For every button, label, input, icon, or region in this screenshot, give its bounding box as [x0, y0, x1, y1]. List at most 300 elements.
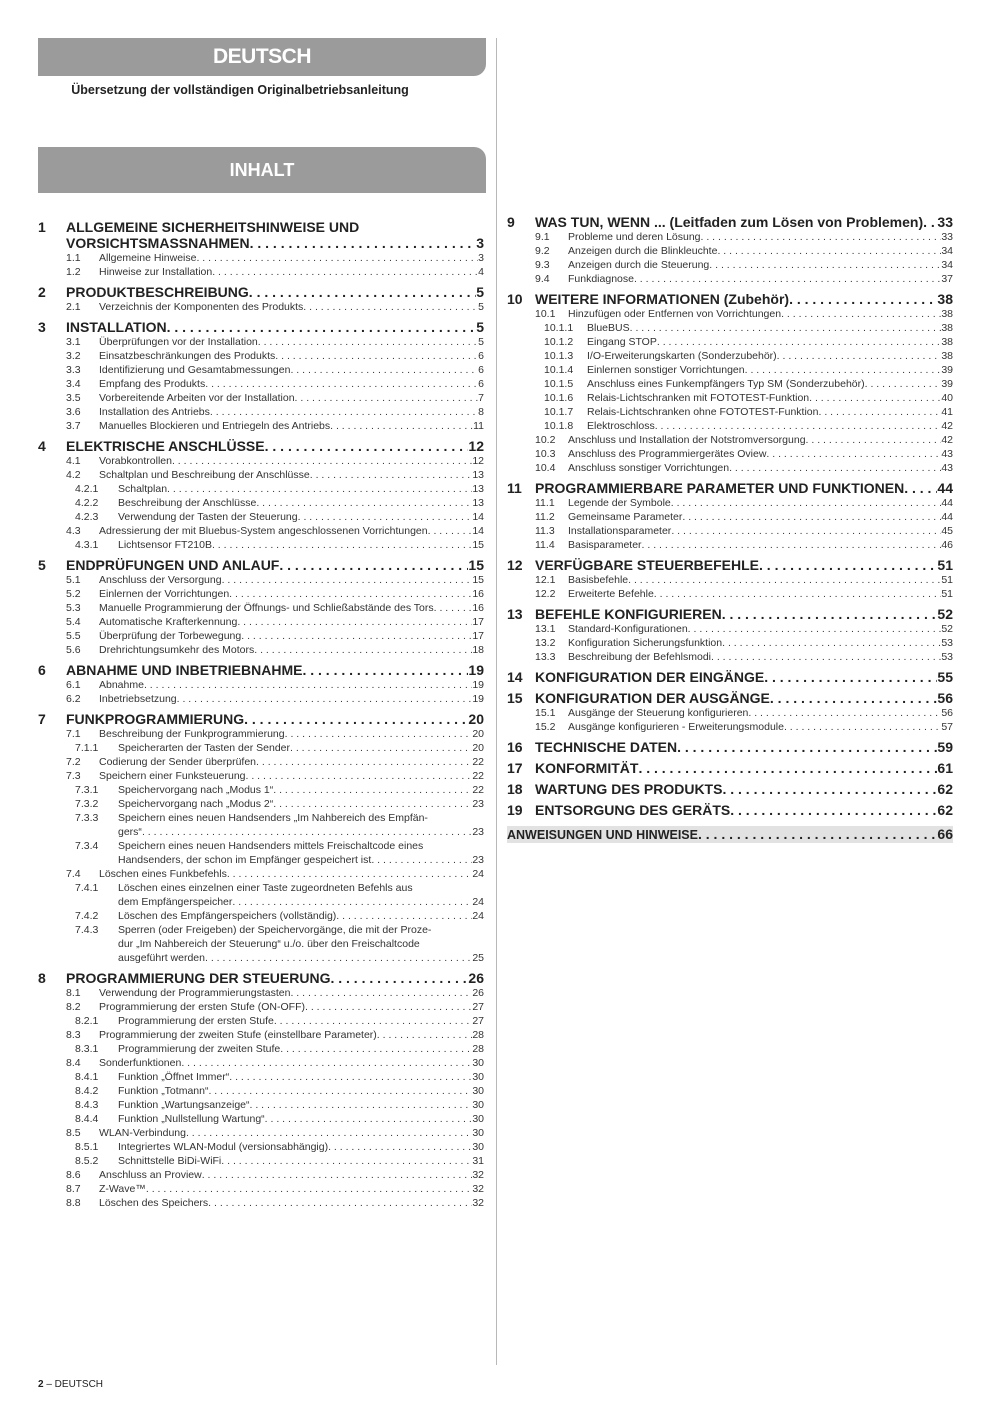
toc-page-number: 15	[472, 539, 484, 551]
toc-entry-title: Löschen des Speichers	[99, 1197, 209, 1209]
toc-leader-dots	[759, 557, 937, 573]
toc-entry-number: 7.4.2	[75, 910, 99, 922]
toc-entry-title: Basisparameter	[568, 539, 642, 551]
toc-leader-dots	[330, 419, 473, 433]
toc-entry[interactable]	[38, 265, 484, 279]
toc-entry[interactable]	[507, 405, 953, 419]
toc-chapter[interactable]	[507, 690, 953, 706]
toc-page-number: 13	[472, 469, 484, 481]
toc-entry-number: 17	[507, 760, 523, 776]
toc-entry[interactable]	[38, 335, 484, 349]
toc-entry-title: WLAN-Verbindung	[99, 1127, 186, 1139]
toc-entry-number: 9.4	[535, 273, 550, 285]
toc-entry[interactable]	[38, 1140, 484, 1154]
toc-entry-title: BlueBUS	[587, 322, 630, 334]
toc-entry[interactable]	[507, 377, 953, 391]
toc-page-number: 55	[937, 669, 953, 685]
toc-entry-continuation[interactable]	[38, 937, 484, 951]
toc-leader-dots	[237, 615, 472, 629]
toc-entry[interactable]	[38, 1182, 484, 1196]
toc-entry-number: 7.1.1	[75, 742, 99, 754]
toc-entry-title: Verwendung der Programmierungstasten	[99, 987, 291, 999]
toc-entry-number: 8.4.1	[75, 1071, 99, 1083]
toc-leader-dots	[298, 510, 473, 524]
page-number: 2	[38, 1379, 44, 1390]
toc-chapter[interactable]	[507, 669, 953, 685]
toc-entry[interactable]	[38, 454, 484, 468]
toc-leader-dots	[677, 739, 937, 755]
toc-page-number: 19	[468, 662, 484, 678]
toc-entry-title: Funktion „Öffnet Immer“	[118, 1071, 230, 1083]
toc-entry[interactable]	[38, 587, 484, 601]
toc-leader-dots	[290, 363, 478, 377]
toc-entry[interactable]	[38, 510, 484, 524]
toc-entry-title: PROGRAMMIERBARE PARAMETER UND FUNKTIONEN	[535, 480, 905, 496]
toc-leader-dots	[777, 349, 942, 363]
toc-entry-title: Vorbereitende Arbeiten vor der Installation	[99, 392, 295, 404]
toc-entry-number: 8.3	[66, 1029, 81, 1041]
toc-chapter[interactable]	[507, 802, 953, 818]
toc-entry[interactable]	[38, 1014, 484, 1028]
toc-entry[interactable]	[38, 643, 484, 657]
toc-entry[interactable]	[507, 419, 953, 433]
toc-entry-title: Programmierung der ersten Stufe (ON-OFF)	[99, 1001, 305, 1013]
toc-entry[interactable]	[507, 230, 953, 244]
toc-page-number: 62	[937, 781, 953, 797]
toc-entry-title: dem Empfängerspeicher	[118, 896, 233, 908]
toc-chapter[interactable]	[38, 970, 484, 986]
toc-entry-number: 8.4.4	[75, 1113, 99, 1125]
toc-entry[interactable]	[38, 573, 484, 587]
toc-entry-number: 7	[38, 711, 46, 727]
toc-entry-title: gers“	[118, 826, 142, 838]
toc-leader-dots	[711, 650, 941, 664]
toc-entry[interactable]	[38, 678, 484, 692]
toc-chapter[interactable]	[507, 606, 953, 622]
toc-entry-title: Sperren (oder Freigeben) der Speichervorgänge, die mit der Proze-	[118, 924, 432, 936]
toc-entry[interactable]	[507, 573, 953, 587]
toc-page-number: 39	[941, 378, 953, 390]
toc-entry-title: Verzeichnis der Komponenten des Produkts	[99, 301, 304, 313]
toc-leader-dots	[250, 235, 477, 251]
toc-leader-dots	[904, 480, 937, 496]
toc-leader-dots	[142, 825, 472, 839]
toc-entry-number: 8.4.3	[75, 1099, 99, 1111]
toc-entry[interactable]	[38, 867, 484, 881]
toc-entry[interactable]	[38, 909, 484, 923]
toc-entry-title: ABNAHME UND INBETRIEBNAHME	[66, 662, 303, 678]
toc-entry[interactable]	[507, 461, 953, 475]
toc-entry-number: 4	[38, 438, 46, 454]
toc-entry-title: Beschreibung der Funkprogrammierung	[99, 728, 285, 740]
toc-entry-title: Einlernen der Vorrichtungen	[99, 588, 230, 600]
toc-chapter[interactable]	[507, 291, 953, 307]
toc-entry-title: Einsatzbeschränkungen des Produkts	[99, 350, 276, 362]
toc-entry[interactable]	[38, 1070, 484, 1084]
toc-page-number: 38	[941, 350, 953, 362]
toc-chapter[interactable]	[507, 760, 953, 776]
toc-entry[interactable]	[38, 811, 484, 825]
toc-entry-number: 15	[507, 690, 523, 706]
toc-entry-title: Speichervorgang nach „Modus 1“	[118, 784, 274, 796]
toc-page-number: 66	[937, 826, 953, 842]
toc-entry-title: Elektroschloss	[587, 420, 655, 432]
toc-page-number: 8	[478, 406, 484, 418]
toc-entry-title: Löschen eines Funkbefehls	[99, 868, 227, 880]
toc-entry[interactable]	[38, 349, 484, 363]
toc-leader-dots	[186, 1126, 472, 1140]
toc-entry[interactable]	[38, 1126, 484, 1140]
toc-entry-title: Inbetriebsetzung	[99, 693, 177, 705]
toc-page-number: 43	[941, 462, 953, 474]
toc-entry-number: 5.6	[66, 644, 81, 656]
toc-entry-title: Drehrichtungsumkehr des Motors	[99, 644, 255, 656]
toc-chapter[interactable]	[507, 480, 953, 496]
toc-entry[interactable]	[507, 363, 953, 377]
toc-entry[interactable]	[38, 1084, 484, 1098]
toc-leader-dots	[766, 447, 941, 461]
toc-page-number: 30	[472, 1085, 484, 1097]
toc-entry-title: Anschluss an Proview	[99, 1169, 202, 1181]
toc-entry-number: 8	[38, 970, 46, 986]
toc-entry-number: 6.2	[66, 693, 81, 705]
toc-entry-number: 11.4	[535, 539, 555, 551]
toc-page-number: 31	[472, 1155, 484, 1167]
toc-entry[interactable]	[38, 482, 484, 496]
toc-leader-dots	[434, 601, 473, 615]
toc-chapter[interactable]	[507, 781, 953, 797]
toc-entry-number: 15.1	[535, 707, 556, 719]
toc-page-number: 33	[937, 214, 953, 230]
toc-leader-dots	[167, 319, 477, 335]
toc-entry[interactable]	[507, 391, 953, 405]
toc-leader-dots	[698, 826, 937, 842]
toc-leader-dots	[302, 662, 468, 678]
toc-entry-number: 4.2.3	[75, 511, 99, 523]
toc-entry[interactable]	[38, 496, 484, 510]
toc-entry-number: 7.4.3	[75, 924, 99, 936]
toc-page-number: 33	[941, 231, 953, 243]
toc-entry[interactable]	[38, 881, 484, 895]
toc-entry[interactable]	[507, 524, 953, 538]
toc-entry-number: 13.3	[535, 651, 556, 663]
toc-leader-dots	[144, 678, 472, 692]
toc-entry-title: Programmierung der ersten Stufe	[118, 1015, 274, 1027]
toc-page-number: 52	[937, 606, 953, 622]
toc-chapter[interactable]	[38, 284, 484, 300]
toc-entry[interactable]	[38, 797, 484, 811]
toc-entry-number: 18	[507, 781, 523, 797]
toc-entry[interactable]	[38, 769, 484, 783]
toc-entry-title: INSTALLATION	[66, 319, 167, 335]
toc-entry-title: Hinweise zur Installation	[99, 266, 213, 278]
toc-page-number: 42	[941, 420, 953, 432]
toc-entry-number: 1.2	[66, 266, 81, 278]
toc-entry-number: 3.2	[66, 350, 81, 362]
toc-page-number: 5	[476, 319, 484, 335]
toc-page-number: 6	[478, 378, 484, 390]
toc-entry-number: 9.1	[535, 231, 550, 243]
toc-chapter[interactable]	[38, 662, 484, 678]
toc-page-number: 5	[478, 301, 484, 313]
toc-entry[interactable]	[507, 244, 953, 258]
toc-chapter[interactable]	[38, 711, 484, 727]
toc-entry-title: WARTUNG DES PRODUKTS	[535, 781, 723, 797]
toc-page-number: 28	[472, 1043, 484, 1055]
toc-entry[interactable]	[38, 419, 484, 433]
toc-leader-dots	[865, 377, 942, 391]
toc-entry[interactable]	[38, 783, 484, 797]
toc-leader-dots	[210, 405, 478, 419]
toc-entry-number: 10.1.7	[544, 406, 574, 418]
toc-entry-number: 10.1.5	[544, 378, 574, 390]
toc-leader-dots	[628, 573, 941, 587]
toc-entry[interactable]	[507, 720, 953, 734]
toc-entry[interactable]	[38, 1154, 484, 1168]
toc-entry[interactable]	[507, 622, 953, 636]
toc-entry-number: 8.2.1	[75, 1015, 99, 1027]
toc-chapter[interactable]	[38, 319, 484, 335]
toc-leader-dots	[303, 300, 478, 314]
toc-entry-title: Funktion „Nullstellung Wartung“	[118, 1113, 265, 1125]
toc-entry-number: 7.4	[66, 868, 81, 880]
toc-chapter[interactable]	[507, 739, 953, 755]
toc-entry-title: Überprüfungen vor der Installation	[99, 336, 258, 348]
toc-entry-number: 13.1	[535, 623, 556, 635]
toc-page-number: 32	[472, 1183, 484, 1195]
toc-page-number: 22	[472, 756, 484, 768]
toc-page-number: 19	[472, 679, 484, 691]
toc-appendix[interactable]	[507, 826, 953, 843]
toc-leader-dots	[371, 853, 472, 867]
toc-entry[interactable]	[507, 433, 953, 447]
toc-entry-title: Installationsparameter	[568, 525, 672, 537]
toc-chapter[interactable]	[507, 214, 953, 230]
toc-entry[interactable]	[38, 363, 484, 377]
toc-leader-dots	[722, 606, 938, 622]
toc-entry-number: 3.3	[66, 364, 81, 376]
toc-leader-dots	[701, 230, 942, 244]
toc-entry[interactable]	[38, 1056, 484, 1070]
toc-leader-dots	[730, 802, 937, 818]
toc-entry-number: 10	[507, 291, 523, 307]
toc-entry-number: 10.1.2	[544, 336, 574, 348]
toc-leader-dots	[806, 433, 942, 447]
toc-entry[interactable]	[38, 923, 484, 937]
toc-leader-dots	[336, 909, 472, 923]
toc-entry[interactable]	[38, 1000, 484, 1014]
toc-entry-title: Beschreibung der Anschlüsse	[118, 497, 257, 509]
toc-page-number: 23	[472, 826, 484, 838]
toc-entry-title: Funktion „Totmann“	[118, 1085, 209, 1097]
toc-entry-title: Speichern eines neuen Handsenders „Im Nahbereich des Empfän-	[118, 812, 428, 824]
toc-entry-number: 12	[507, 557, 523, 573]
toc-entry[interactable]	[38, 615, 484, 629]
toc-entry-number: 11.1	[535, 497, 555, 509]
toc-entry-title: Anschluss und Installation der Notstromversorgung	[568, 434, 806, 446]
toc-page-number: 56	[941, 707, 953, 719]
toc-entry-number: 11	[507, 480, 522, 496]
toc-chapter[interactable]	[38, 438, 484, 454]
toc-leader-dots	[722, 781, 937, 797]
toc-page-number: 38	[941, 308, 953, 320]
toc-entry[interactable]	[38, 300, 484, 314]
toc-entry[interactable]	[38, 692, 484, 706]
toc-page-number: 30	[472, 1099, 484, 1111]
toc-page-number: 25	[472, 952, 484, 964]
toc-chapter[interactable]	[38, 219, 484, 235]
toc-leader-dots	[290, 741, 472, 755]
toc-column-right	[507, 214, 953, 843]
toc-entry[interactable]	[507, 587, 953, 601]
toc-entry[interactable]	[507, 258, 953, 272]
toc-leader-dots	[212, 538, 472, 552]
toc-page-number: 44	[937, 480, 953, 496]
toc-leader-dots	[177, 692, 473, 706]
toc-entry[interactable]	[38, 1028, 484, 1042]
toc-page-number: 23	[472, 854, 484, 866]
toc-title: INHALT	[38, 147, 486, 193]
toc-entry[interactable]	[38, 741, 484, 755]
toc-entry[interactable]	[38, 727, 484, 741]
toc-entry[interactable]	[38, 629, 484, 643]
toc-entry-continuation[interactable]	[38, 853, 484, 867]
toc-entry-title: Konfiguration Sicherungsfunktion	[568, 637, 723, 649]
toc-entry[interactable]	[38, 538, 484, 552]
toc-entry[interactable]	[38, 405, 484, 419]
toc-entry[interactable]	[507, 307, 953, 321]
toc-leader-dots	[729, 461, 941, 475]
toc-page-number: 40	[941, 392, 953, 404]
toc-entry-number: 8.4.2	[75, 1085, 99, 1097]
toc-entry-title: Installation des Antriebs	[99, 406, 210, 418]
toc-entry[interactable]	[507, 538, 953, 552]
toc-page-number: 13	[472, 483, 484, 495]
toc-entry-continuation[interactable]	[38, 895, 484, 909]
toc-entry-continuation[interactable]	[38, 951, 484, 965]
toc-entry-title: TECHNISCHE DATEN	[535, 739, 678, 755]
toc-entry[interactable]	[38, 839, 484, 853]
toc-entry-continuation[interactable]	[38, 825, 484, 839]
toc-entry-number: 10.1.6	[544, 392, 574, 404]
toc-entry[interactable]	[507, 447, 953, 461]
toc-entry-title: KONFIGURATION DER EINGÄNGE	[535, 669, 765, 685]
document-subtitle: Übersetzung der vollständigen Originalbetriebsanleitung	[71, 83, 409, 97]
toc-leader-dots	[222, 573, 473, 587]
toc-entry[interactable]	[38, 468, 484, 482]
toc-entry[interactable]	[507, 510, 953, 524]
toc-entry[interactable]	[38, 1112, 484, 1126]
toc-entry-number: 10.4	[535, 462, 556, 474]
toc-entry[interactable]	[38, 1098, 484, 1112]
toc-entry-number: 5	[38, 557, 46, 573]
toc-entry-title: Manuelle Programmierung der Öffnungs- und Schließabstände des Tors	[99, 602, 434, 614]
toc-entry[interactable]	[507, 272, 953, 286]
toc-entry[interactable]	[38, 1196, 484, 1210]
toc-entry[interactable]	[38, 524, 484, 538]
toc-entry-title: BEFEHLE KONFIGURIEREN	[535, 606, 722, 622]
toc-entry[interactable]	[38, 601, 484, 615]
toc-leader-dots	[181, 1056, 472, 1070]
toc-entry-number: 10.1.4	[544, 364, 574, 376]
toc-chapter[interactable]	[38, 235, 484, 251]
toc-entry[interactable]	[507, 636, 953, 650]
toc-entry-title: Sonderfunktionen	[99, 1057, 182, 1069]
toc-entry[interactable]	[38, 755, 484, 769]
toc-leader-dots	[274, 1014, 472, 1028]
toc-entry-title: Abnahme	[99, 679, 144, 691]
toc-entry-number: 9.3	[535, 259, 550, 271]
toc-entry-title: Probleme und deren Lösung	[568, 231, 701, 243]
toc-entry-title: WEITERE INFORMATIONEN (Zubehör)	[535, 291, 790, 307]
toc-leader-dots	[682, 510, 941, 524]
toc-entry-number: 7.3.2	[75, 798, 99, 810]
toc-leader-dots	[208, 1084, 472, 1098]
toc-entry-title: dur „Im Nahbereich der Steuerung“ u./o. über den Freischaltcode	[118, 938, 420, 950]
toc-leader-dots	[923, 214, 937, 230]
toc-chapter[interactable]	[38, 557, 484, 573]
toc-entry-number: 3	[38, 319, 46, 335]
toc-entry-title: Schaltplan	[118, 483, 168, 495]
toc-leader-dots	[146, 1182, 472, 1196]
toc-page-number: 22	[472, 784, 484, 796]
toc-entry-number: 7.1	[66, 728, 81, 740]
language-header: DEUTSCH	[38, 38, 486, 76]
toc-entry-title: FUNKPROGRAMMIERUNG	[66, 711, 245, 727]
toc-leader-dots	[717, 244, 941, 258]
toc-entry[interactable]	[38, 377, 484, 391]
toc-entry[interactable]	[38, 1168, 484, 1182]
toc-entry[interactable]	[507, 650, 953, 664]
toc-page-number: 3	[476, 235, 484, 251]
toc-page-number: 37	[941, 273, 953, 285]
toc-leader-dots	[205, 951, 472, 965]
toc-entry-number: 15.2	[535, 721, 556, 733]
toc-entry-title: Löschen des Empfängerspeichers (vollständig)	[118, 910, 337, 922]
toc-leader-dots	[212, 265, 478, 279]
toc-entry[interactable]	[38, 251, 484, 265]
toc-entry-title: Anschluss sonstiger Vorrichtungen	[568, 462, 730, 474]
toc-entry[interactable]	[38, 986, 484, 1000]
toc-chapter[interactable]	[507, 557, 953, 573]
toc-entry-number: 10.1.8	[544, 420, 574, 432]
toc-entry[interactable]	[38, 391, 484, 405]
toc-entry-title: Löschen eines einzelnen einer Taste zugeordneten Befehls aus	[118, 882, 413, 894]
toc-page-number: 24	[472, 868, 484, 880]
toc-leader-dots	[229, 1070, 472, 1084]
toc-entry-number: 4.3.1	[75, 539, 99, 551]
toc-entry-title: Basisbefehle	[568, 574, 629, 586]
toc-entry-title: WAS TUN, WENN ... (Leitfaden zum Lösen von Problemen)	[535, 214, 924, 230]
toc-entry-number: 10.1	[535, 308, 556, 320]
toc-page-number: 5	[476, 284, 484, 300]
toc-leader-dots	[232, 895, 472, 909]
toc-entry-number: 9	[507, 214, 515, 230]
toc-entry-title: Vorabkontrollen	[99, 455, 172, 467]
toc-page-number: 5	[478, 336, 484, 348]
toc-entry[interactable]	[507, 349, 953, 363]
toc-leader-dots	[310, 468, 473, 482]
toc-entry-title: Einlernen sonstiger Vorrichtungen	[587, 364, 745, 376]
toc-entry[interactable]	[507, 706, 953, 720]
toc-entry[interactable]	[38, 1042, 484, 1056]
toc-entry[interactable]	[507, 335, 953, 349]
toc-leader-dots	[285, 727, 473, 741]
toc-entry-title: Eingang STOP	[587, 336, 657, 348]
toc-entry[interactable]	[507, 496, 953, 510]
toc-entry[interactable]	[507, 321, 953, 335]
toc-leader-dots	[256, 755, 472, 769]
